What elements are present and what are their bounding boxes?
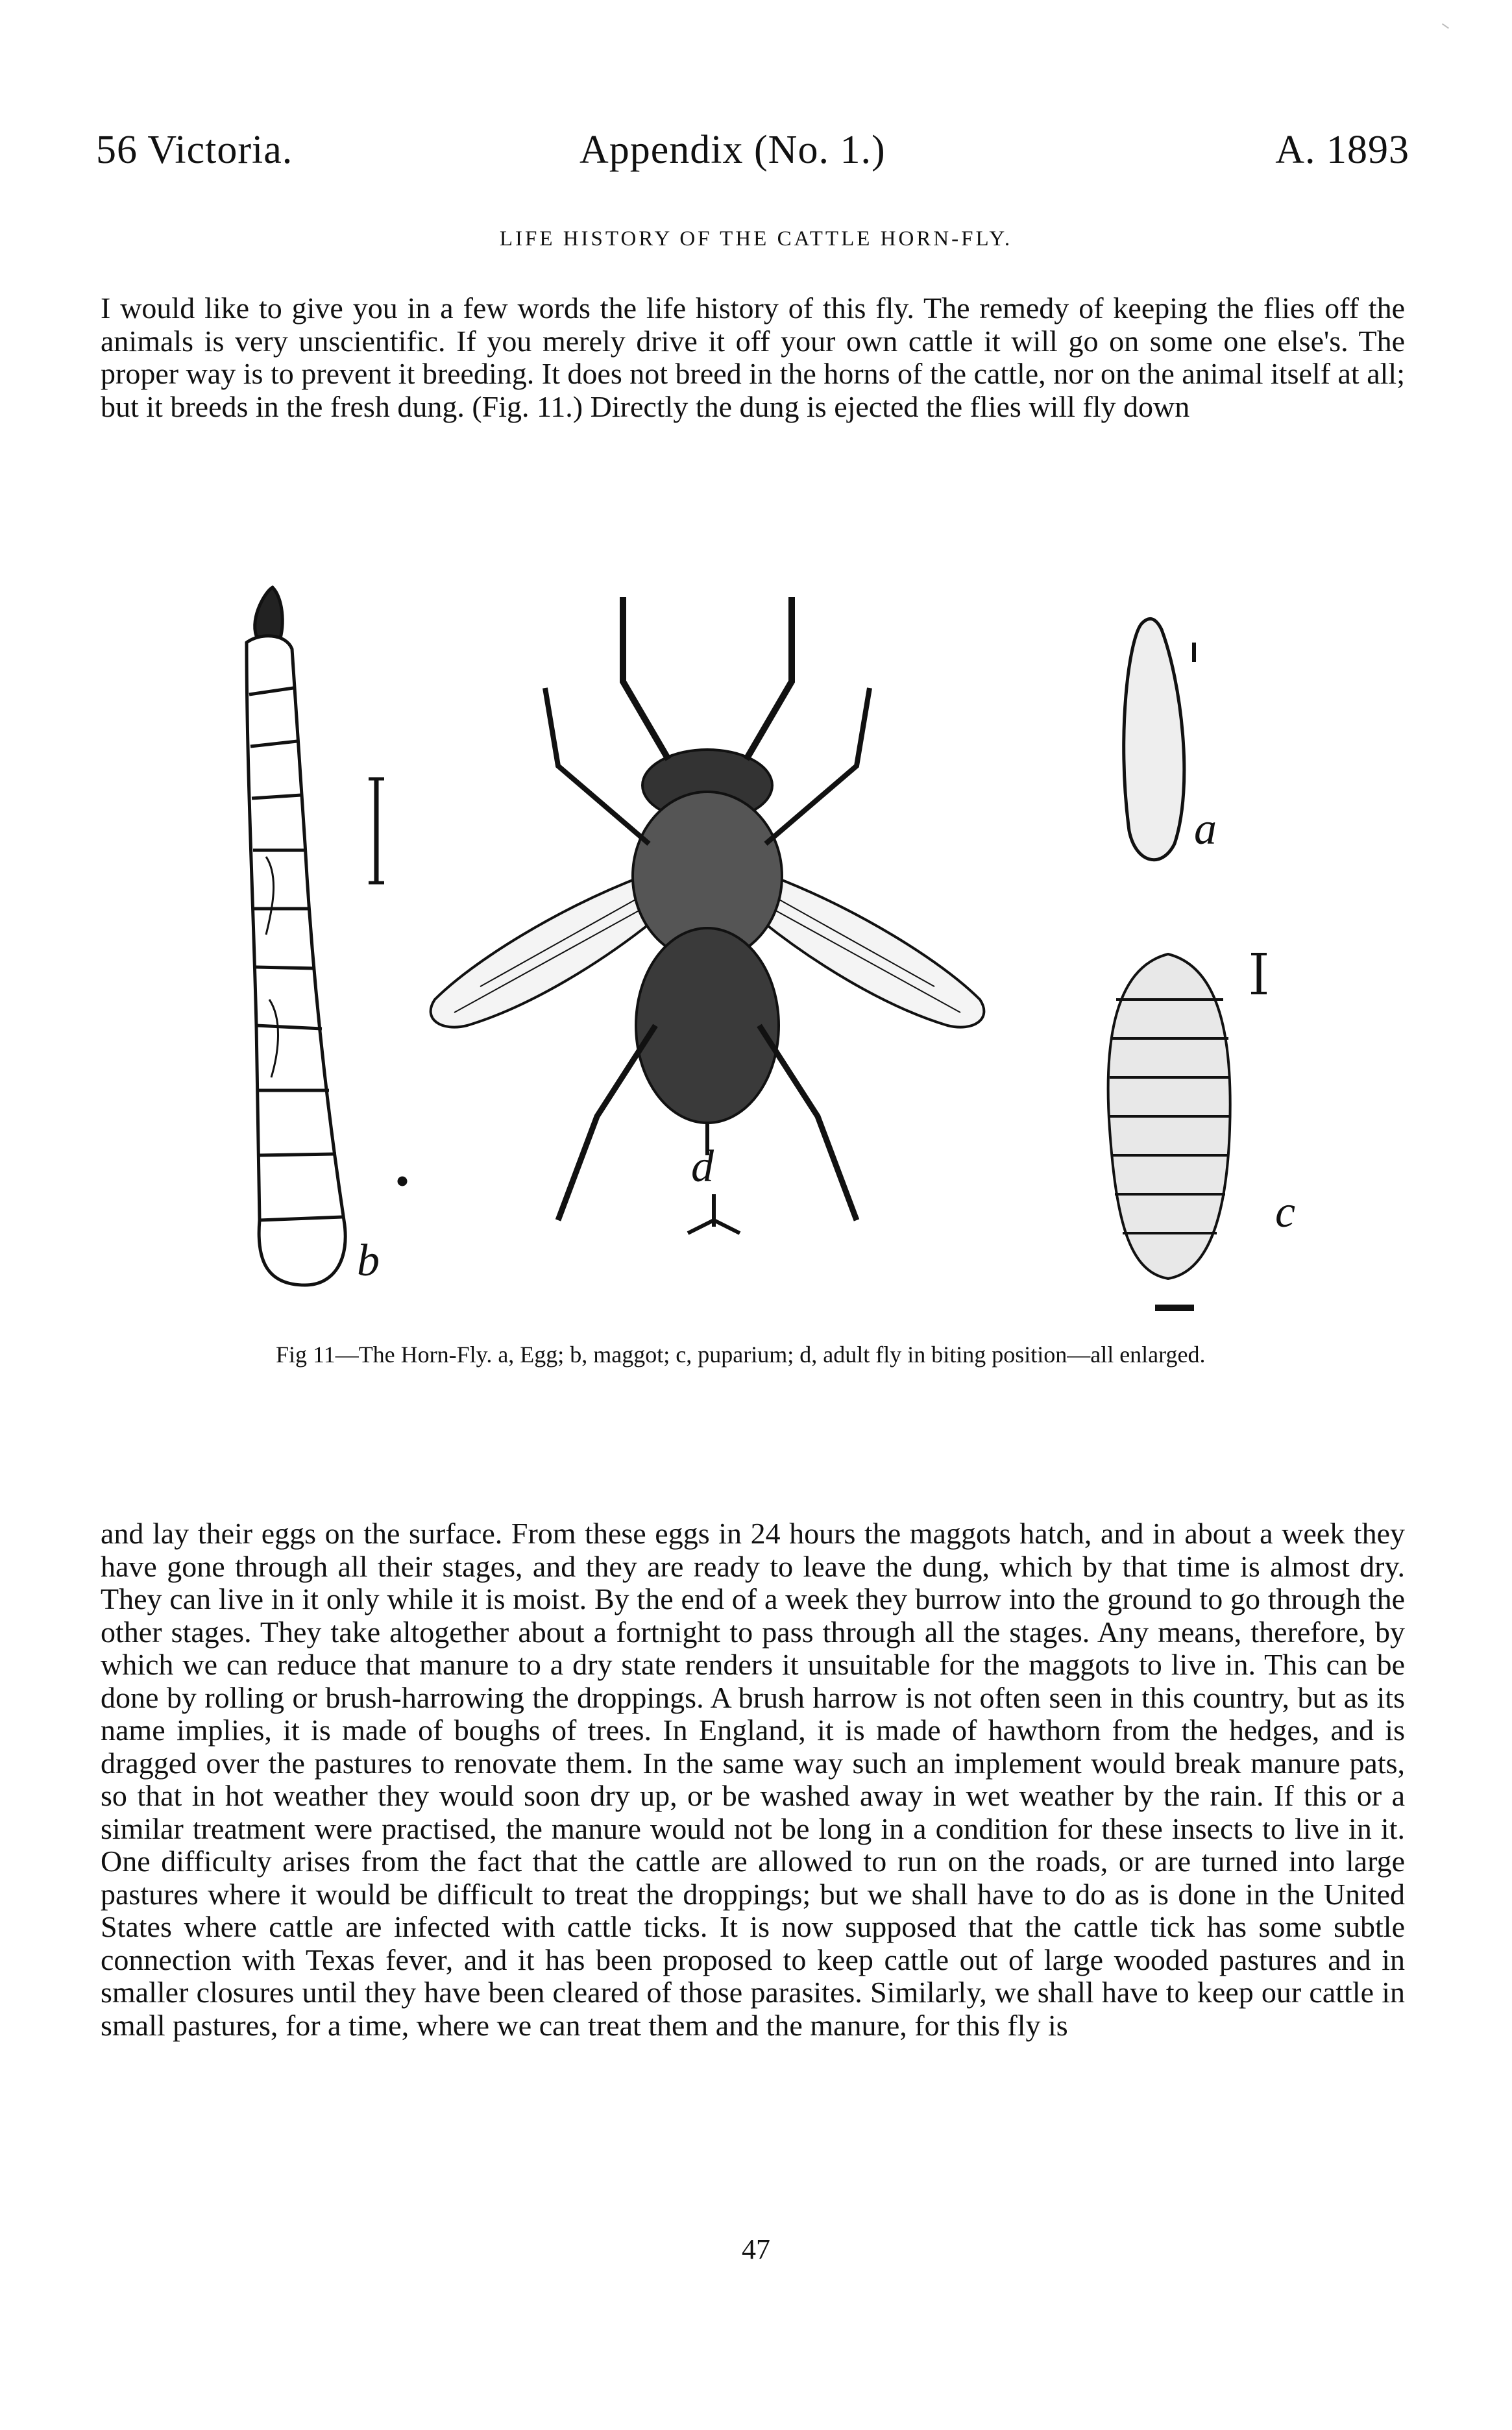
label-d: d	[691, 1142, 714, 1192]
section-title: LIFE HISTORY OF THE CATTLE HORN-FLY.	[499, 227, 1013, 251]
puparium-drawing	[1108, 954, 1267, 1308]
figure-caption: Fig 11—The Horn-Fly. a, Egg; b, maggot; c, puparium; d, adult fly in biting position—all enlarged.	[276, 1342, 1206, 1368]
paragraph-continuation: and lay their eggs on the surface. From these eggs in 24 hours the maggots hatch, and in about a week they have gone through all their stages, and they are ready to leave the dung, which by that time is almost dry. They can live in it only while it is moist. By the end of a week they burrow into the ground to go through the other stages. They take altogether about a fortnight to pass through all the stages. Any means, therefore, by which we can reduce that manure to a dry state renders it unsuitable for the maggots to live in. This can be done by rolling or brush-harrowing the droppings. A brush harrow is not often seen in this country, but as its name implies, it is made of boughs of trees. In England, it is made of hawthorn from the hedges, and is dragged over the pastures to renovate them. In the same way such an implement would break manure pats, so that in hot weather they would soon dry up, or be washed away in wet weather by the rain. If this or a similar treatment were practised, the manure would not be long in a condition for these insects to live in it. One difficulty arises from the fact that the cattle are allowed to run on the roads, or are turned into large pastures where it would be difficult to treat the droppings; but we shall have to do as is done in the United States where cattle are infected with cattle ticks. It is now supposed that the cattle tick has some subtle connection with Texas fever, and it has been proposed to keep cattle out of large wooded pastures and in smaller closures until they have been cleared of those parasites. Similarly, we shall have to keep our cattle in small pastures, for a time, where we can treat them and the manure, for this fly is	[101, 1517, 1405, 2042]
label-a: a	[1194, 804, 1217, 854]
scan-artifact	[1437, 23, 1449, 35]
horn-fly-figure	[195, 571, 1311, 1337]
paragraph-intro: I would like to give you in a few words the life history of this fly. The remedy of keeping the flies off the animals is very unscientific. If you merely drive it off your own cattle it will go on some one else's. The proper way is to prevent it breeding. It does not breed in the horns of the cattle, nor on the animal itself at all; but it breeds in the fresh dung. (Fig. 11.) Directly the dung is ejected the flies will fly down	[101, 291, 1405, 423]
adult-fly-drawing	[431, 597, 984, 1233]
maggot-drawing	[247, 587, 406, 1285]
running-header	[96, 127, 1409, 179]
horn-fly-illustration	[195, 571, 1311, 1337]
label-b: b	[357, 1236, 380, 1286]
header-session: 56 Victoria.	[96, 128, 293, 172]
header-year: A. 1893	[1275, 128, 1409, 172]
label-c: c	[1275, 1187, 1296, 1237]
egg-drawing	[1124, 619, 1194, 859]
page-number: 47	[742, 2233, 770, 2265]
header-appendix: Appendix (No. 1.)	[579, 128, 886, 172]
